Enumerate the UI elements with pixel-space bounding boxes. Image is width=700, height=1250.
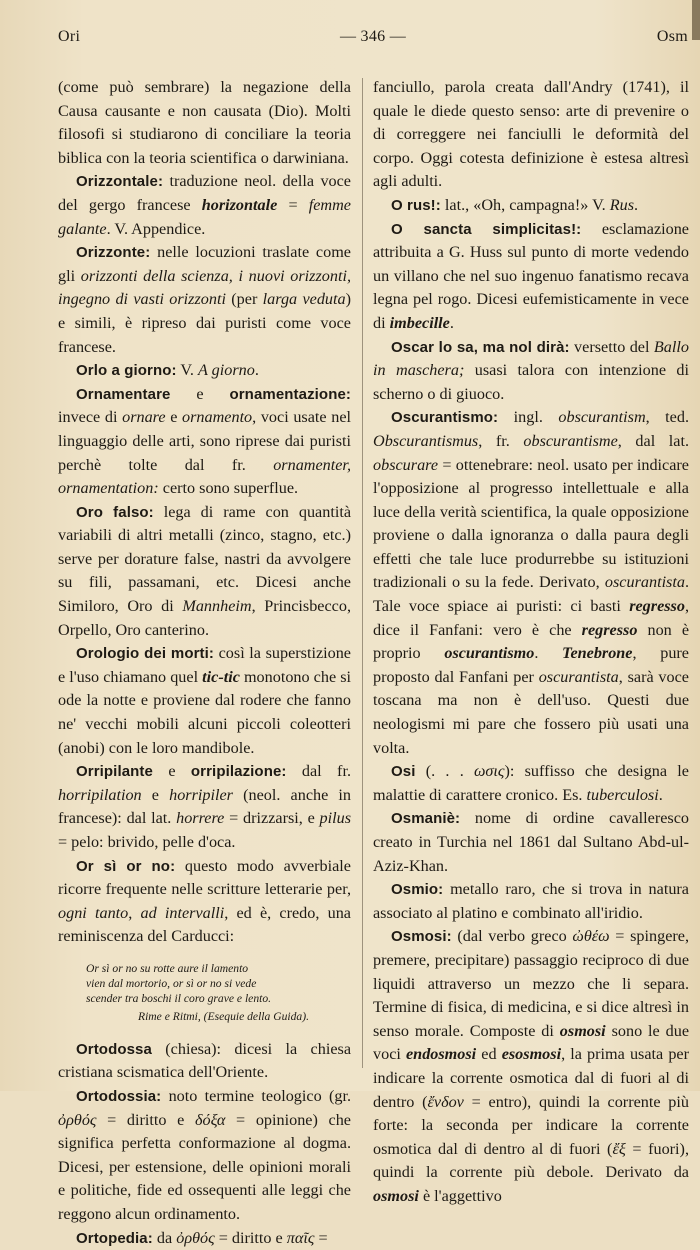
entry-text: nelle locuzioni traslate come gli	[58, 243, 351, 285]
dictionary-entry	[58, 642, 351, 760]
entry-text: e	[170, 384, 230, 403]
entry-text: , pure proposto dal Fanfani per	[373, 644, 689, 686]
entry-term: horizontale	[201, 195, 278, 214]
entry-text: = pelo: brivido, pelle d'oca.	[58, 833, 236, 851]
entry-text: = fuori), quindi la corrente più debole. Derivato da	[373, 1139, 689, 1182]
entry-italic: ad intervalli	[140, 903, 225, 922]
dictionary-entry	[58, 170, 351, 241]
dictionary-entry	[58, 241, 351, 359]
entry-italic: oscurantista	[604, 573, 685, 592]
entry-text: dal fr.	[286, 762, 351, 781]
entry-text: , ted.	[645, 408, 689, 427]
entry-text: ) e simili, è ripreso dai puristi come voce francese.	[58, 290, 351, 356]
entry-text: monotono che si ode la notte e proviene dal rodere che fanno ne' vecchi mobili alcuni piccoli coleotteri (anobi) con le loro mandibole.	[58, 667, 351, 757]
right-entries	[373, 76, 689, 1209]
entry-text: = entro), quindi la corrente più forte: la seconda per indicare la corrente osmotica dal di dentro al di fuori (	[373, 1092, 689, 1158]
entry-italic: larga veduta	[262, 290, 346, 309]
dictionary-entry	[58, 855, 351, 949]
entry-italic: Mannheim	[182, 597, 252, 616]
entry-text: , dice il Fanfani: vero è che	[373, 597, 689, 639]
entry-text: V.	[176, 361, 199, 380]
entry-text: .	[658, 785, 663, 804]
entry-italic: Rus	[609, 195, 635, 214]
entry-text: = spingere, premere, precipitare) passaggio reciproco di due liquidi attraverso un mezzo che li separa. Termine di fisica, di medicina, e si dice altresì in senso morale. Composte di	[373, 927, 689, 1040]
entry-text: = ottenebrare: neol. usato per indicare l'opposizione al progresso intellettuale e alla luce della verità scientifica, la quale opposizione proviene o dalla ignoranza o dalla paura degli effetti che tale luce produrrebbe su istituzioni tradizionali o su la fede. Derivato,	[373, 455, 689, 592]
entry-headword: Orologio dei morti:	[76, 645, 215, 663]
quote-source: Rime e Ritmi, (Esequie della Guida).	[138, 1009, 309, 1023]
dictionary-entry	[373, 807, 689, 878]
entry-italic: παῖς	[286, 1228, 315, 1247]
entry-italic: ωσις	[473, 762, 505, 781]
entry-headword: O sancta simplicitas!:	[391, 220, 582, 238]
entry-italic: ὀρθός	[176, 1228, 215, 1247]
entry-headword: Or sì or no:	[76, 857, 176, 875]
entry-italic: ornamenter, ornamentation:	[58, 455, 351, 498]
entry-headword: Ornamentare	[76, 385, 171, 403]
entry-text: (chiesa): dicesi la chiesa cristiana scismatica dell'Oriente.	[58, 1039, 351, 1082]
running-header	[58, 28, 688, 52]
entry-text: nome di ordine cavalleresco creato in Turchia nel 1861 dal Sultano Abd-ul-Aziz-Khan.	[373, 809, 689, 875]
entry-text: ,	[128, 903, 141, 922]
right-column	[373, 76, 689, 1209]
entry-text: traduzione neol. della voce del gergo francese	[58, 172, 351, 214]
entry-headword: Osmosi:	[391, 928, 452, 946]
entry-text: usasi talora con intenzione di scherno o di giuoco.	[373, 361, 690, 403]
entry-term: regresso	[581, 620, 638, 639]
entry-text: , fr.	[478, 431, 524, 450]
entry-headword: Osi	[391, 763, 416, 781]
header-right-guide-word: Osm	[656, 28, 688, 45]
entry-text: esclamazione attribuita a G. Huss sul punto di morte vedendo un villano che nel suo ingenuo fanatismo recava legna pel rogo. Dicesi eufemisticamente in vece di	[373, 219, 689, 332]
entry-text: .	[449, 313, 454, 332]
entry-headword: Osmaniè:	[391, 810, 461, 828]
entry-text: questo modo avverbiale ricorre frequente nelle scritture letterarie per,	[58, 856, 351, 899]
entry-italic: femme galante	[58, 195, 351, 238]
dictionary-entry	[58, 1038, 351, 1085]
entry-italic: pilus	[319, 809, 351, 828]
entry-headword: O rus!:	[391, 196, 441, 214]
dictionary-entry	[373, 76, 689, 194]
entry-text: .	[534, 644, 563, 663]
entry-text: così la superstizione e l'uso chiamano quel	[58, 644, 351, 686]
entry-text: = diritto e	[214, 1228, 287, 1247]
entry-headword: Oscar lo sa, ma nol dirà:	[391, 338, 570, 356]
entry-headword: Osmio:	[391, 881, 444, 899]
dictionary-entry	[373, 760, 689, 807]
entry-text: = drizzarsi, e	[224, 809, 320, 828]
entry-text: .	[254, 361, 259, 380]
entry-text: , dal lat.	[617, 431, 689, 450]
dictionary-entry	[373, 925, 689, 1208]
entry-term: oscurantismo	[444, 644, 535, 663]
dictionary-entry	[373, 218, 689, 336]
entry-term: endosmosi	[406, 1045, 477, 1064]
entry-text: . Tale voce spiace ai puristi: ci basti	[373, 573, 689, 616]
dictionary-entry	[373, 878, 689, 925]
entry-headword: Orizzontale:	[76, 173, 164, 191]
entry-headword: ornamentazione:	[229, 385, 351, 403]
entry-headword: Ortodossia:	[76, 1087, 162, 1105]
entry-headword: Oscurantismo:	[391, 409, 499, 427]
page-edge-shadow	[692, 0, 700, 40]
entry-italic: obscurare	[373, 455, 439, 474]
entry-italic: ogni tanto	[58, 903, 129, 922]
entry-text: sono le due voci	[373, 1021, 690, 1064]
entry-text: (come può sembrare) la negazione della Causa causante e non causata (Dio). Molti filosofi si studiarono di conciliare la teoria biblica con la teoria scientifica o darwiniana.	[58, 78, 351, 167]
page-number: — 346 —	[339, 28, 407, 45]
entry-term: imbecille	[389, 313, 450, 332]
entry-text: e	[152, 762, 191, 781]
entry-text: =	[277, 195, 309, 214]
dictionary-entry	[58, 501, 351, 643]
quote-line: vien dal mortorio, or sì or no si vede	[86, 977, 257, 991]
entry-text: .	[634, 195, 639, 214]
entry-text: fanciullo, parola creata dall'Andry (1741), il quale le diede questo senso: arte di prevenire o di correggere nei fanciulli le deformità del corpo. Oggi cotesta definizione è estesa altresì agli adulti.	[373, 78, 689, 191]
entry-text: (dal verbo greco	[451, 927, 573, 946]
dictionary-entry	[58, 1227, 351, 1250]
carducci-quotation	[86, 961, 351, 1024]
entry-text: = opinione) che significa perfetta conformazione al dogma. Dicesi, per estensione, delle opinioni morali e politiche, fide ed ossequenti alle leggi che reggono alcun ordinamento.	[58, 1110, 351, 1223]
entry-text: , voci usate nel linguaggio delle arti, sono riprese dai puristi perchè tolte dal fr.	[58, 408, 351, 474]
column-divider	[362, 78, 363, 1068]
entry-headword: Orripilante	[76, 763, 153, 781]
entry-term: tic-tic	[202, 667, 240, 686]
entry-text: e	[141, 785, 170, 804]
entry-headword: Ortodossa	[76, 1040, 152, 1058]
entry-italic: horripilation	[58, 785, 142, 804]
entry-text: , la prima usata per indicare la corrente osmotica dal di fuori al di dentro (	[373, 1045, 689, 1111]
entry-italic: tuberculosi	[586, 785, 659, 804]
entry-italic: Obscurantismus	[373, 431, 479, 450]
entry-text: , Princisbecco, Orpello, Oro canterino.	[58, 597, 351, 639]
entry-italic: orizzonti della scienza, i nuovi orizzonti, ingegno di vasti orizzonti	[58, 266, 352, 309]
dictionary-entry	[373, 336, 689, 407]
entry-text: è l'aggettivo	[418, 1186, 502, 1205]
entry-text: (neol. anche in francese): dal lat.	[58, 785, 352, 828]
entry-term: regresso	[629, 597, 685, 616]
entry-italic: obscurantisme	[523, 431, 618, 450]
entry-text: metallo raro, che si trova in natura associato al platino e combinato all'iridio.	[373, 880, 689, 922]
left-column	[58, 76, 351, 1250]
entry-text: certo sono superflue.	[158, 479, 299, 498]
entry-text: non è proprio	[373, 620, 690, 663]
entry-text: ingl.	[498, 408, 559, 427]
entry-italic: ἔνδον	[427, 1092, 464, 1111]
entry-term: osmosi	[373, 1186, 419, 1205]
entry-headword: Orlo a giorno:	[76, 362, 177, 380]
entry-italic: δόξα	[195, 1110, 226, 1129]
entry-text: noto termine teologico (gr.	[161, 1086, 351, 1105]
entry-italic: horrere	[176, 809, 225, 828]
entry-italic: ornare	[122, 408, 166, 427]
entry-text: , ed è, credo, una reminiscenza del Carducci:	[58, 903, 351, 946]
entry-italic: ὀρθός	[58, 1110, 97, 1129]
entry-italic: ornamento	[182, 408, 253, 427]
entry-term: Tenebrone	[562, 644, 633, 663]
entry-text: versetto del	[569, 337, 654, 356]
entry-term: esosmosi	[501, 1045, 562, 1064]
entry-text: lega di rame con quantità variabili di altri metalli (zinco, stagno, etc.) serve per dorature false, nastri da avvolgere su fili, passamani, etc. Dicesi anche Similoro, Oro di	[58, 502, 352, 616]
entry-text: ed	[476, 1045, 502, 1064]
header-left-guide-word: Ori	[58, 28, 81, 45]
entry-text: (. . .	[415, 762, 474, 781]
entry-italic: ἔξ	[612, 1139, 626, 1158]
entry-text: invece di	[58, 408, 123, 427]
entry-text: ): suffisso che designa le malattie di carattere cronico. Es.	[373, 762, 689, 804]
entry-text: . V. Appendice.	[106, 219, 206, 238]
entry-text: = diritto e	[96, 1110, 195, 1129]
entry-italic: A giorno	[198, 361, 255, 380]
entry-headword: Oro falso:	[76, 503, 154, 521]
dictionary-entry	[58, 76, 351, 170]
dictionary-entry	[58, 383, 351, 501]
entry-italic: ὠθέω	[572, 927, 610, 946]
dictionary-entry	[58, 359, 351, 383]
entry-italic: horripiler	[169, 785, 233, 804]
entry-text: =	[314, 1228, 328, 1247]
entry-text: lat., «Oh, campagna!» V.	[440, 195, 610, 214]
dictionary-entry	[58, 760, 351, 854]
quote-line: Or sì or no su rotte aure il lamento	[86, 961, 249, 975]
dictionary-entry	[373, 194, 689, 218]
left-entries-continued	[58, 1038, 351, 1250]
entry-text: e	[165, 408, 183, 427]
entry-headword: Ortopedia:	[76, 1229, 153, 1247]
entry-italic: obscurantism	[558, 408, 646, 427]
entry-text: , sarà voce toscana ma non è dell'uso. Questi due neologismi mi pare che fossero più usati una volta.	[373, 667, 689, 757]
dictionary-entry	[373, 406, 689, 760]
entry-headword: orripilazione:	[190, 763, 287, 781]
entry-text: (per	[225, 290, 263, 309]
dictionary-entry	[58, 1085, 351, 1227]
quote-line: scender tra boschi il coro grave e lento.	[86, 992, 272, 1006]
entry-italic: Ballo in maschera;	[373, 337, 689, 380]
entry-italic: oscurantista	[538, 667, 619, 686]
entry-headword: Orizzonte:	[76, 244, 151, 262]
entry-text: da	[152, 1228, 177, 1247]
left-entries	[58, 76, 351, 949]
entry-term: osmosi	[559, 1021, 606, 1040]
